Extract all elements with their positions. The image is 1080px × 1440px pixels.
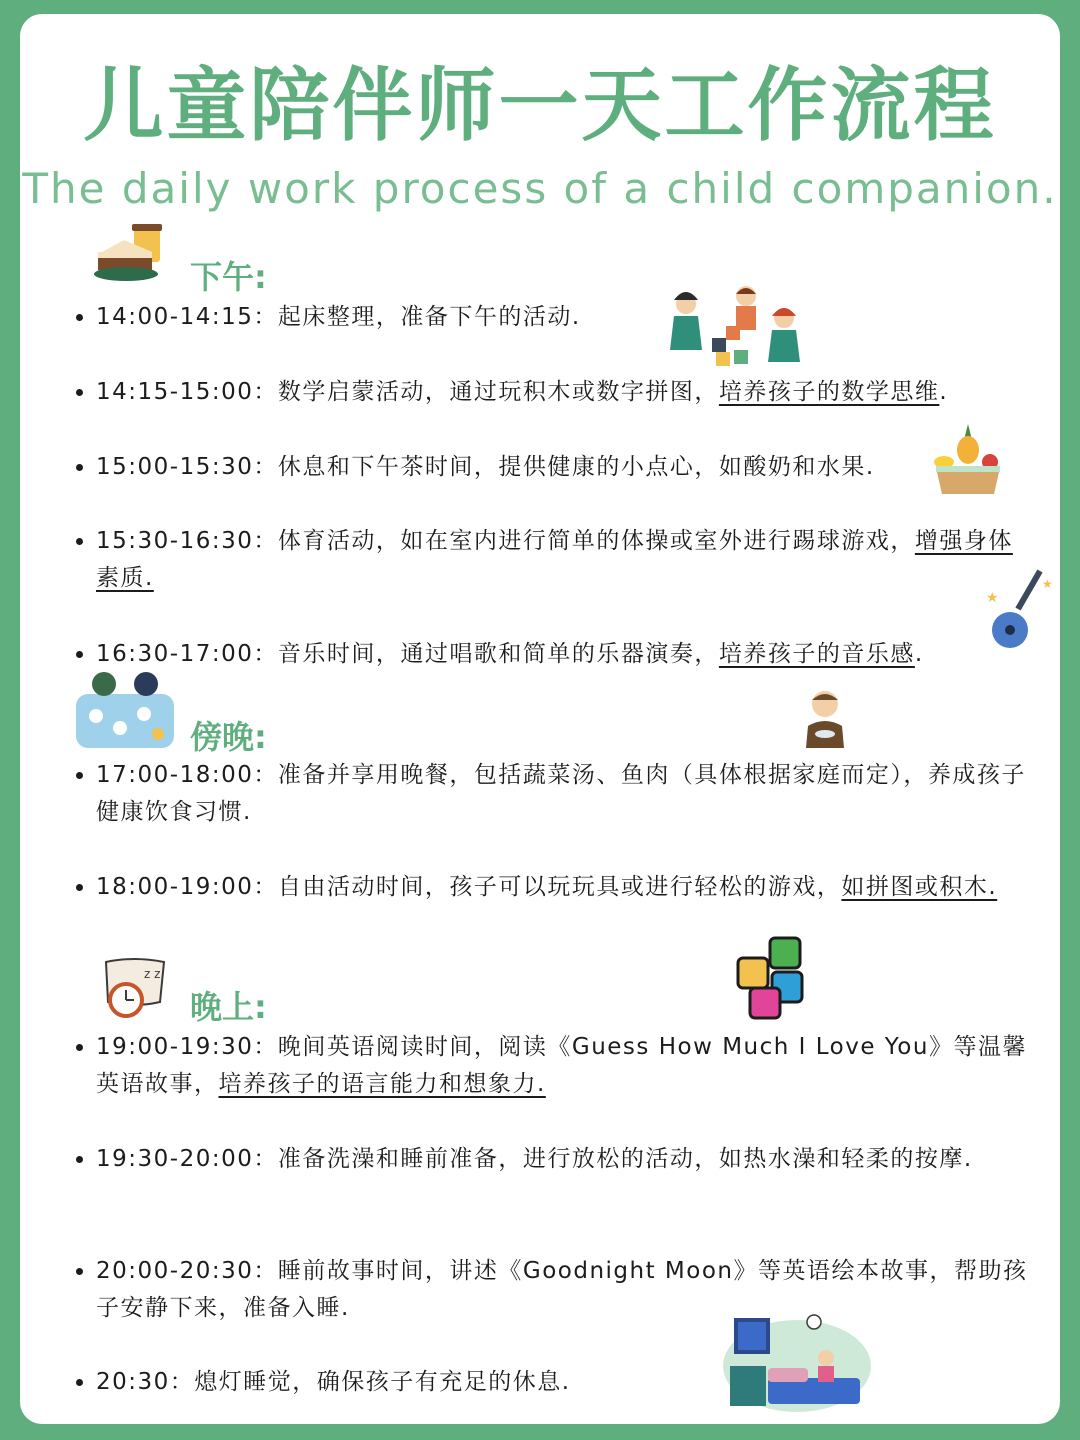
alarm-clock-pillow-icon: [100, 956, 170, 1026]
guitar-icon: [984, 562, 1056, 654]
list-item: 17:00-18:00：准备并享用晚餐，包括蔬菜汤、鱼肉（具体根据家庭而定），养成孩子健康饮食习惯.: [96, 757, 1028, 831]
list-item: 15:30-16:30：体育活动，如在室内进行简单的体操或室外进行踢球游戏，增强身体素质.: [96, 523, 1028, 597]
dinner-table-icon: [74, 672, 186, 750]
list-item: 20:30：熄灯睡觉，确保孩子有充足的休息.: [96, 1364, 696, 1401]
list-item: 15:00-15:30：休息和下午茶时间，提供健康的小点心，如酸奶和水果.: [96, 449, 1028, 486]
page-subtitle: The daily work process of a child companion.: [22, 164, 1058, 213]
list-item: 19:30-20:00：准备洗澡和睡前准备，进行放松的活动，如热水澡和轻柔的按摩.: [96, 1141, 1028, 1178]
fruit-basket-icon: [932, 420, 1004, 498]
list-item: 14:15-15:00：数学启蒙活动，通过玩积木或数字拼图，培养孩子的数学思维.: [96, 374, 1028, 411]
section-title-night: 晚上:: [190, 988, 267, 1026]
svg-text:★: ★: [986, 590, 999, 606]
section-title-afternoon: 下午:: [190, 258, 267, 296]
cake-coffee-icon: [94, 222, 168, 286]
svg-text:z z: z z: [144, 967, 161, 981]
bedroom-story-icon: [720, 1308, 874, 1414]
list-item: 16:30-17:00：音乐时间，通过唱歌和简单的乐器演奏，培养孩子的音乐感.: [96, 636, 1028, 673]
svg-text:★: ★: [1042, 577, 1053, 591]
children-playing-blocks-icon: [664, 282, 804, 370]
page-title: 儿童陪伴师一天工作流程: [83, 59, 997, 152]
section-title-evening: 傍晚:: [190, 718, 267, 756]
list-item: 14:00-14:15：起床整理，准备下午的活动.: [96, 299, 1028, 336]
list-item: 20:00-20:30：睡前故事时间，讲述《Goodnight Moon》等英语绘本故事，帮助孩子安静下来，准备入睡.: [96, 1253, 1028, 1327]
list-item: 19:00-19:30：晚间英语阅读时间，阅读《Guess How Much I Love You》等温馨英语故事，培养孩子的语言能力和想象力.: [96, 1029, 1028, 1103]
puzzle-pieces-icon: [732, 932, 822, 1022]
list-item: 18:00-19:00：自由活动时间，孩子可以玩玩具或进行轻松的游戏，如拼图或积木.: [96, 869, 1028, 906]
child-eating-icon: [800, 688, 850, 750]
